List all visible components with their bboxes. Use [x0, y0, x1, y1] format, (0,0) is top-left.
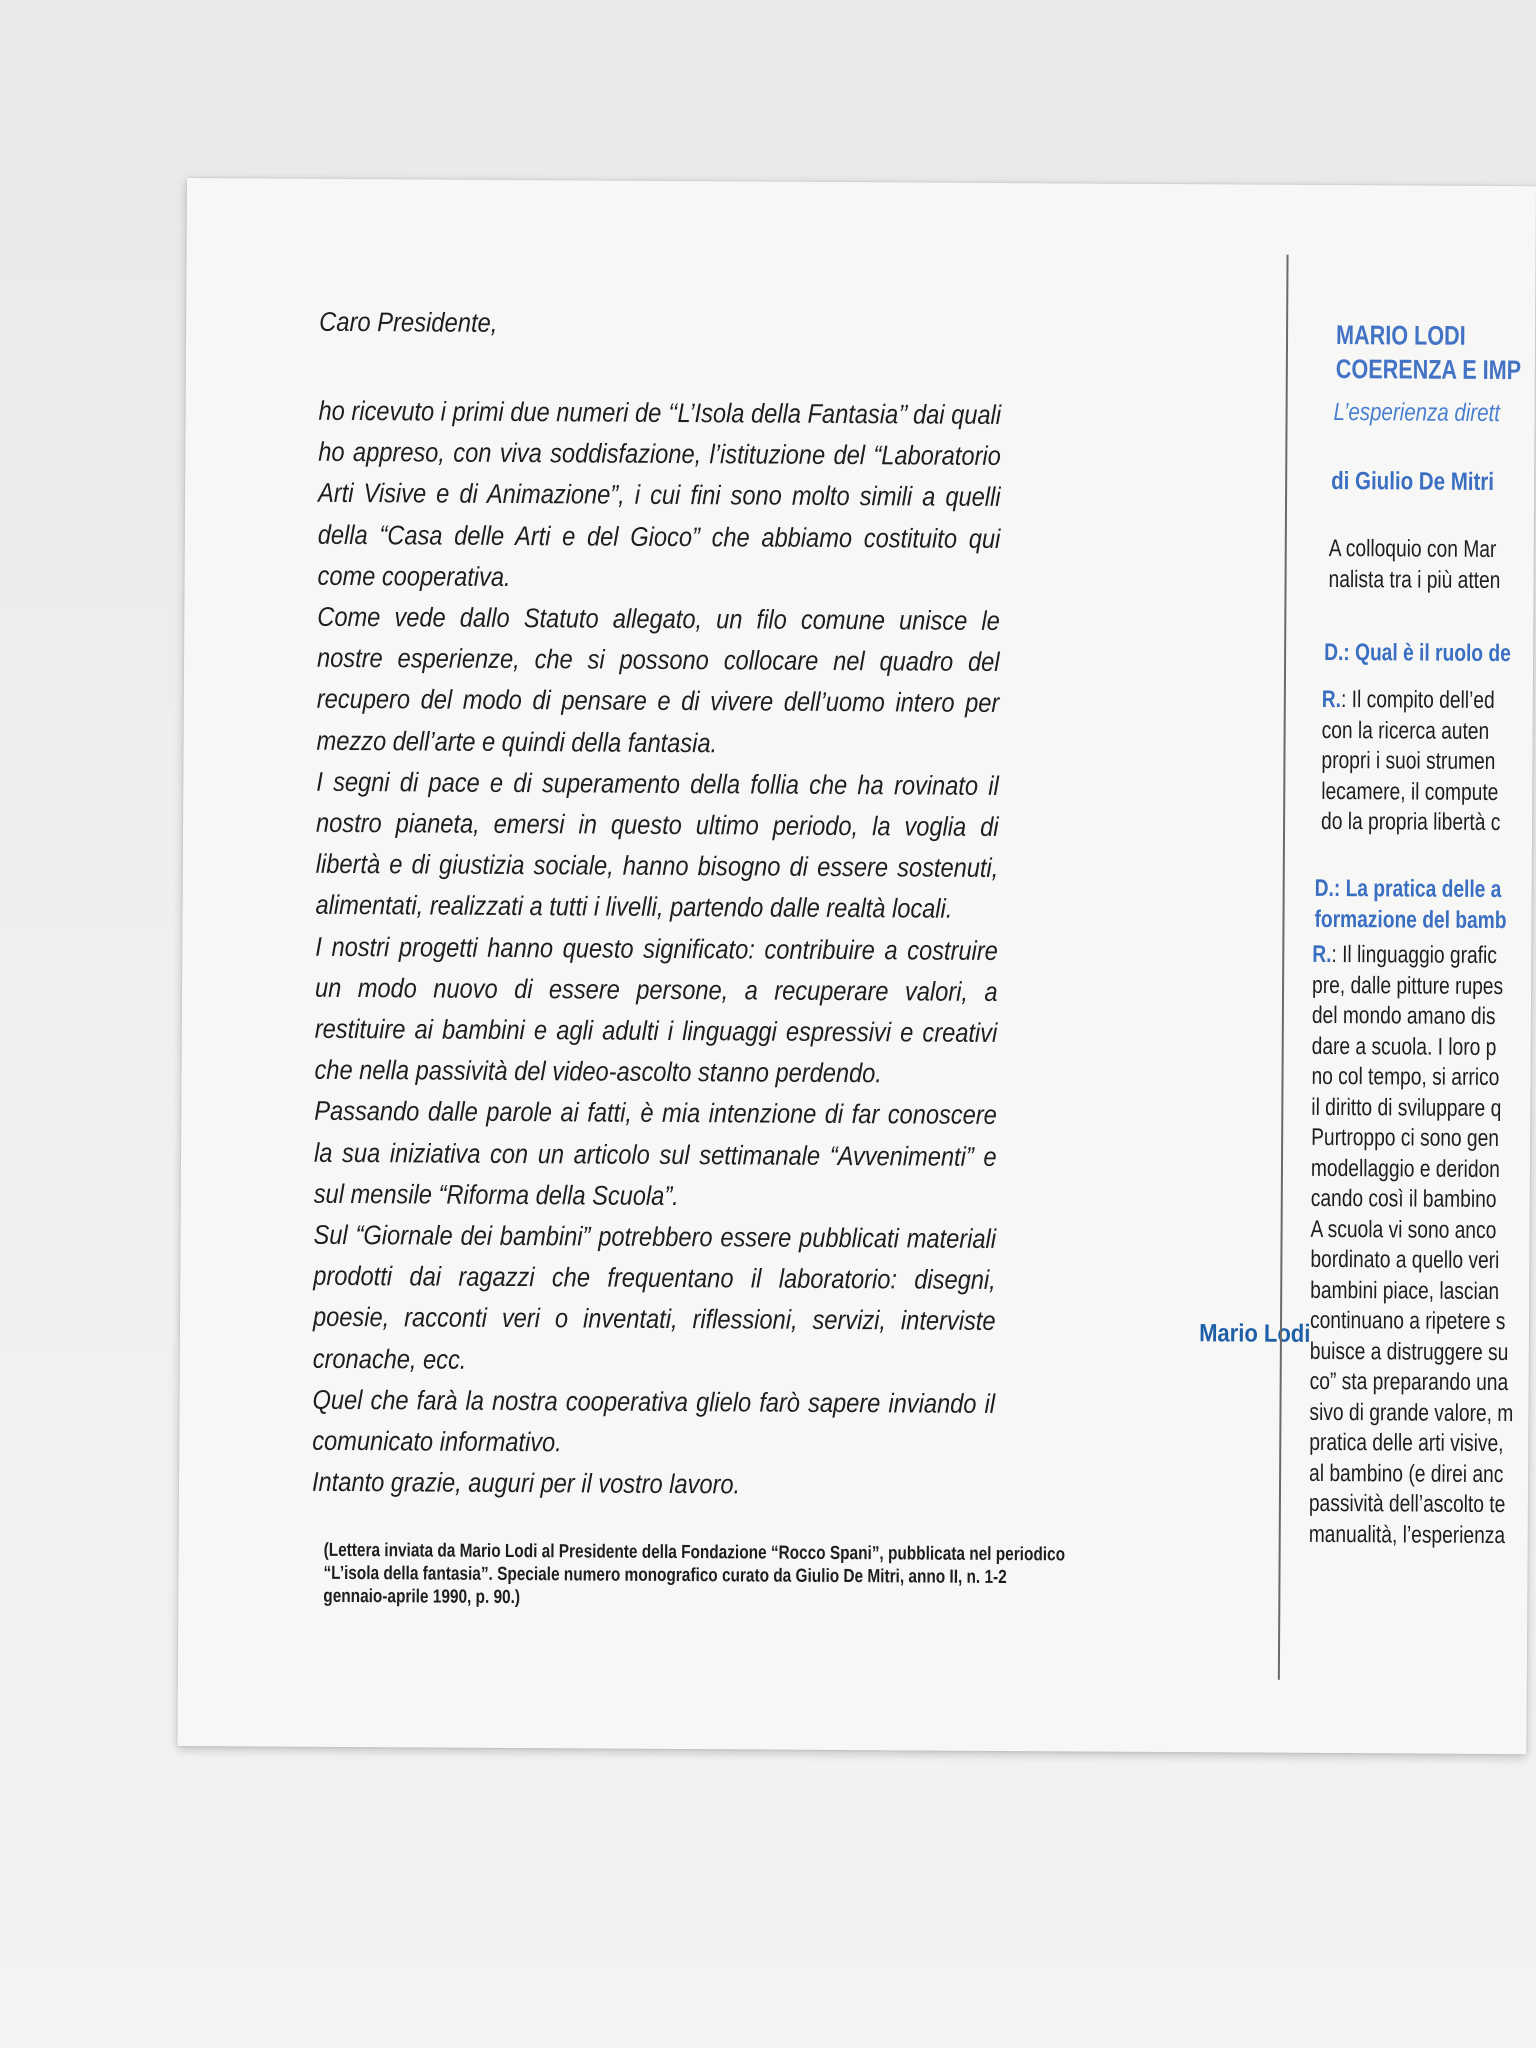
article-line: A colloquio con Mar: [1328, 534, 1497, 564]
letter-paragraph: I segni di pace e di superamento della follia che ha rovinato il nostro pianeta, emersi in questo ultimo periodo, la voglia di libertà e di giustizia sociale, hanno bisogno di essere sostenuti, alimentati, realizzati a tutti i livelli, partendo dalle realtà locali.: [315, 766, 999, 925]
question-line: [1324, 637, 1536, 671]
article-line: con la ricerca auten: [1321, 716, 1490, 745]
article-line: il diritto di sviluppare q: [1311, 1093, 1502, 1122]
article-line: [1322, 685, 1536, 718]
letter-paragraph: ho ricevuto i primi due numeri de ‘‘L’Isola della Fantasia’’ dai quali ho appreso, con viva soddisfazione, l’istituzione del “Laboratorio Arti Visive e di Animazione”, i cui fini sono molto simili a quelli della “Casa delle Arti e del Gioco” che abbiamo costituito qui come cooperativa.: [317, 395, 1002, 592]
article-line: A scuola vi sono anco: [1310, 1215, 1497, 1244]
article-line: passività dell’ascolto te: [1308, 1489, 1506, 1519]
answer-1: [1321, 685, 1536, 840]
question-1: [1324, 637, 1536, 671]
article-line: manualità, l’esperienza: [1308, 1520, 1506, 1549]
article-column: [1297, 185, 1536, 1754]
letter-footnote: (Lettera inviata da Mario Lodi al Presidente della Fondazione “Rocco Spani”, pubblicata nel periodico “L’isola della fantasia”. Speciale numero monografico curato da Giulio De Mitri, anno II, n. 1-2 gennaio-aprile 1990, p. 90.): [323, 1539, 1066, 1609]
question-text: : Qual è il ruolo de: [1343, 639, 1511, 668]
question-line: [1315, 873, 1536, 907]
article-author: di Giulio De Mitri: [1331, 466, 1495, 496]
answer-label: R.: [1321, 685, 1342, 714]
article-subtitle: L’esperienza dirett: [1333, 398, 1501, 428]
article-title-line: MARIO LODI: [1335, 320, 1466, 351]
article-line: continuano a ripetere s: [1309, 1306, 1506, 1336]
letter-paragraph: Passando dalle parole ai fatti, è mia intenzione di far conoscere la sua iniziativa con un articolo sul settimanale “Avvenimenti” e sul mensile “Riforma della Scuola”.: [313, 1096, 997, 1211]
article-line: nalista tra i più atten: [1328, 565, 1501, 595]
article-line: Purtroppo ci sono gen: [1311, 1123, 1500, 1153]
article-line: bambini piace, lascian: [1310, 1276, 1500, 1305]
letter-column: [177, 178, 1311, 1753]
letter-paragraph: I nostri progetti hanno questo significato: contribuire a costruire un modo nuovo di essere persone, a recuperare valori, a restituire ai bambini e agli adulti i linguaggi espressivi e creativi che nella passività del video-ascolto stanno perdendo.: [314, 931, 998, 1089]
letter-paragraph: Quel che farà la nostra cooperativa glielo farò sapere inviando il comunicato informativo.: [312, 1384, 996, 1458]
letter-paragraph: Sul “Giornale dei bambini” potrebbero essere pubblicati materiali prodotti dai ragazzi che frequentano il laboratorio: disegni, poesie, racconti veri o inventati, riflessioni, servizi, interviste cronache, ecc.: [312, 1219, 997, 1375]
question-text: : La pratica delle a: [1333, 875, 1502, 904]
answer-2: [1309, 940, 1536, 1553]
article-line: lecamere, il compute: [1321, 777, 1499, 806]
article-title-line: COERENZA E IMP: [1335, 354, 1522, 386]
article-line-text: : Il linguaggio grafic: [1331, 941, 1497, 970]
letter-signature: Mario Lodi: [1199, 1319, 1311, 1348]
article-line: pre, dalle pitture rupes: [1312, 971, 1504, 1000]
article-line: [1312, 940, 1536, 973]
article-line-text: : Il compito dell’ed: [1340, 686, 1495, 714]
article-intro: [1328, 533, 1536, 598]
article-line: bordinato a quello veri: [1310, 1245, 1500, 1275]
letter-paragraph: Intanto grazie, auguri per il vostro lavoro.: [311, 1467, 741, 1500]
article-title: [1336, 318, 1522, 387]
question-line: formazione del bamb: [1314, 905, 1507, 935]
article-line: sivo di grande valore, m: [1309, 1398, 1514, 1427]
letter-paragraph: Come vede dallo Statuto allegato, un filo comune unisce le nostre esperienze, che si possono collocare nel quadro del recupero del modo di pensare e di vivere dell’uomo intero per mezzo dell’arte e quindi della fantasia.: [316, 601, 1000, 758]
article-line: propri i suoi strumen: [1321, 746, 1496, 776]
letter-greeting: Caro Presidente,: [319, 306, 498, 338]
article-line: al bambino (e direi anc: [1309, 1459, 1504, 1488]
article-line: buisce a distruggere su: [1309, 1337, 1509, 1366]
article-line: do la propria libertà c: [1321, 807, 1501, 837]
article-line: pratica delle arti visive,: [1309, 1428, 1504, 1458]
exhibition-panel: [177, 178, 1536, 1754]
question-2: [1314, 873, 1536, 938]
article-line: dare a scuola. I loro p: [1311, 1032, 1497, 1061]
article-line: co” sta preparando una: [1309, 1367, 1509, 1397]
question-label: D.: [1324, 638, 1344, 667]
article-line: cando così il bambino: [1310, 1184, 1497, 1214]
article-line: del mondo amano dis: [1311, 1001, 1496, 1031]
article-line: no col tempo, si arrico: [1311, 1062, 1500, 1092]
question-label: D.: [1314, 874, 1334, 903]
answer-label: R.: [1312, 940, 1332, 969]
article-line: modellaggio e deridon: [1310, 1154, 1500, 1183]
